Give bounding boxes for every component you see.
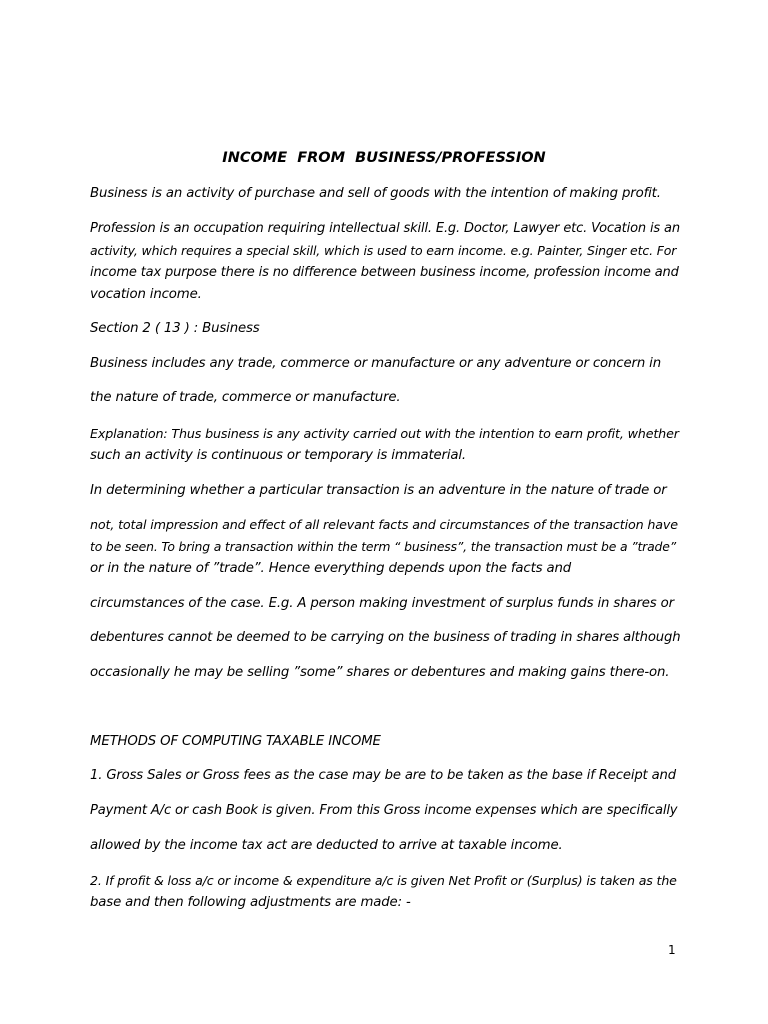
paragraph-line: Explanation: Thus business is any activity carried out with the intention to earn profit, whether xyxy=(90,426,679,441)
paragraph-line: Business is an activity of purchase and sell of goods with the intention of making profit. xyxy=(90,186,661,201)
paragraph-line: to be seen. To bring a transaction within the term “ business”, the transaction must be a ”trade” xyxy=(90,539,677,554)
paragraph-line: circumstances of the case. E.g. A person making investment of surplus funds in shares or xyxy=(90,596,674,611)
paragraph-line: Business includes any trade, commerce or manufacture or any adventure or concern in xyxy=(90,356,661,371)
paragraph-line: 1. Gross Sales or Gross fees as the case may be are to be taken as the base if Receipt and xyxy=(90,768,676,783)
paragraph-line: Profession is an occupation requiring intellectual skill. E.g. Doctor, Lawyer etc. Vocation is an xyxy=(90,221,680,236)
page-title: INCOME FROM BUSINESS/PROFESSION xyxy=(222,150,546,166)
paragraph-line: debentures cannot be deemed to be carrying on the business of trading in shares although xyxy=(90,630,681,645)
paragraph-line: not, total impression and effect of all relevant facts and circumstances of the transaction have xyxy=(90,517,678,532)
paragraph-line: In determining whether a particular transaction is an adventure in the nature of trade or xyxy=(90,483,667,498)
paragraph-line: or in the nature of ”trade”. Hence everything depends upon the facts and xyxy=(90,561,572,576)
paragraph-line: allowed by the income tax act are deducted to arrive at taxable income. xyxy=(90,838,563,853)
section-heading: METHODS OF COMPUTING TAXABLE INCOME xyxy=(90,734,381,749)
section-heading: Section 2 ( 13 ) : Business xyxy=(90,321,260,336)
paragraph-line: activity, which requires a special skill, which is used to earn income. e.g. Painter, Singer etc. For xyxy=(90,243,677,258)
paragraph-line: base and then following adjustments are made: - xyxy=(90,895,411,910)
paragraph-line: income tax purpose there is no difference between business income, profession income and xyxy=(90,265,679,280)
paragraph-line: vocation income. xyxy=(90,287,202,302)
paragraph-line: Payment A/c or cash Book is given. From this Gross income expenses which are specifically xyxy=(90,803,678,818)
page-number: 1 xyxy=(668,943,676,957)
paragraph-line: occasionally he may be selling ”some” shares or debentures and making gains there-on. xyxy=(90,665,670,680)
paragraph-line: such an activity is continuous or temporary is immaterial. xyxy=(90,448,467,463)
paragraph-line: 2. If profit & loss a/c or income & expenditure a/c is given Net Profit or (Surplus) is taken as the xyxy=(90,873,677,888)
paragraph-line: the nature of trade, commerce or manufacture. xyxy=(90,390,401,405)
